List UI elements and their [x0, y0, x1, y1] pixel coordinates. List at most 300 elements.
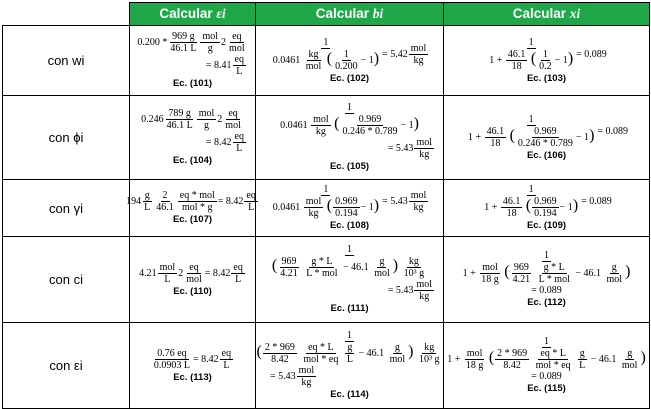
equation-number — [130, 79, 255, 89]
den — [461, 262, 633, 285]
den: L * mol — [306, 268, 338, 280]
num: mol — [159, 261, 176, 273]
num: 2 — [162, 190, 168, 202]
num: eq — [233, 261, 243, 273]
num: 0.969 — [534, 125, 557, 137]
eq-label: Ec. (113) — [173, 371, 212, 383]
header-text: Calcular — [159, 6, 217, 21]
term: 4.21 — [139, 267, 157, 279]
den: 0.194 — [335, 208, 358, 220]
term: − 1 — [360, 54, 374, 66]
den: kg — [419, 291, 430, 303]
num: g * L — [543, 262, 565, 274]
num: kg — [408, 256, 419, 268]
den: 0.2 — [539, 60, 552, 72]
num: eq — [234, 131, 244, 143]
fraction — [345, 342, 355, 365]
den — [255, 342, 445, 365]
row-label: con ϕi — [3, 96, 130, 180]
den: mol — [389, 354, 406, 366]
fraction — [516, 126, 575, 149]
num: 0.76 eq — [157, 347, 187, 359]
paren: ( — [504, 263, 510, 281]
num: 1 — [528, 184, 534, 196]
equation-number — [444, 298, 649, 308]
den: 0.246 * 0.789 — [517, 137, 573, 149]
den: L — [235, 273, 242, 285]
header-text: Calcular — [512, 6, 570, 21]
result — [444, 285, 649, 296]
term: 1 + — [467, 131, 482, 143]
formula — [444, 114, 649, 149]
fraction — [158, 262, 178, 285]
table-row-c — [3, 237, 650, 323]
den: 8.42 — [271, 354, 289, 366]
term: 0.200 * — [137, 37, 168, 49]
term: − 46.1 — [590, 354, 617, 366]
eq-label: Ec. (105) — [329, 161, 370, 173]
den: mol — [621, 360, 638, 372]
formula — [130, 108, 255, 131]
x-cell — [444, 323, 650, 409]
result — [256, 279, 443, 302]
num: 1 — [323, 184, 329, 196]
fraction — [152, 348, 192, 371]
den — [278, 114, 421, 137]
eq-label: Ec. (102) — [329, 72, 370, 84]
row-label: con εi — [3, 323, 130, 409]
formula — [130, 348, 255, 371]
paren: ( — [530, 49, 537, 67]
formula — [256, 330, 443, 365]
fraction — [501, 196, 523, 219]
num: g — [579, 348, 585, 360]
den: kg — [301, 377, 312, 389]
table-row-phi — [3, 96, 650, 180]
den: L — [144, 202, 151, 214]
den: kg — [413, 54, 424, 66]
den: 10³ g — [418, 354, 440, 366]
paren: ) — [373, 49, 380, 67]
result-value: = 5.42 — [382, 48, 408, 60]
den: g — [207, 43, 213, 55]
fraction — [577, 348, 587, 371]
num: 1 — [528, 113, 534, 125]
paren: ) — [413, 115, 419, 133]
equation-number — [444, 151, 649, 161]
fraction — [311, 114, 331, 137]
den: 0.194 — [534, 208, 557, 220]
den: 46.1 L — [166, 120, 193, 132]
term: − 1 — [360, 202, 374, 214]
fraction — [620, 348, 640, 371]
fraction — [165, 108, 195, 131]
result — [256, 365, 443, 388]
fraction — [278, 256, 300, 279]
den: 18 — [490, 137, 501, 149]
fraction — [534, 348, 573, 371]
equation-number — [444, 221, 649, 231]
term: 1 + — [484, 202, 498, 214]
formula — [444, 250, 649, 285]
fraction — [271, 184, 381, 219]
den — [271, 49, 381, 72]
den: kg — [308, 208, 319, 220]
term: 2 — [217, 114, 223, 126]
num: eq — [221, 347, 232, 359]
term: − 46.1 — [358, 348, 385, 360]
row-label: con wi — [3, 26, 130, 96]
term: 2 — [221, 37, 227, 49]
fraction — [482, 184, 580, 219]
result-value: = 0.089 — [531, 285, 562, 297]
eq-label: Ec. (109) — [526, 220, 567, 232]
paren: ( — [326, 197, 333, 215]
eq-label: Ec. (106) — [526, 149, 567, 161]
den: L — [223, 359, 230, 371]
paren: ( — [326, 49, 333, 67]
den: 18 — [511, 60, 522, 72]
fraction — [532, 196, 559, 219]
paren: ( — [525, 197, 532, 215]
fraction — [417, 342, 442, 365]
eq-label: Ec. (114) — [330, 389, 369, 401]
den: 4.21 — [280, 268, 298, 280]
term: 1 + — [489, 54, 503, 66]
x-cell — [444, 96, 650, 180]
fraction — [142, 190, 152, 213]
table-row-w — [3, 26, 650, 96]
num: 1 — [542, 48, 548, 60]
num: 969 — [281, 256, 297, 268]
header-var: bi — [372, 6, 384, 21]
header-text: Calcular — [315, 6, 373, 21]
fraction — [333, 49, 360, 72]
num: mol — [410, 42, 427, 54]
eq-label: Ec. (111) — [330, 303, 369, 315]
num: mol — [466, 348, 483, 360]
formula — [256, 244, 443, 279]
term: − 46.1 — [343, 262, 369, 274]
fraction — [168, 31, 198, 54]
paren: ) — [572, 197, 579, 215]
fraction — [154, 190, 176, 213]
fraction — [271, 37, 381, 72]
fraction — [372, 256, 392, 279]
eps-cell — [126, 180, 256, 237]
term: − 1 — [554, 54, 568, 66]
den: 0.0903 L — [153, 359, 190, 371]
equation-number — [256, 74, 443, 84]
eq-label: Ec. (110) — [173, 285, 212, 297]
fraction — [537, 262, 572, 285]
num: mol — [416, 137, 432, 149]
result — [256, 137, 443, 160]
num: mol — [298, 365, 315, 377]
den: L * mol — [538, 274, 570, 286]
fraction — [200, 31, 220, 54]
den — [466, 126, 596, 149]
fraction — [304, 49, 324, 72]
x-cell — [444, 180, 650, 237]
num: mol — [482, 262, 498, 274]
eps-cell — [130, 237, 256, 323]
num: g — [379, 256, 385, 268]
result-value: = 8.42 — [217, 196, 244, 208]
b-cell — [256, 237, 444, 323]
term: 2 — [178, 267, 184, 279]
fraction — [461, 250, 633, 285]
equation-number — [444, 74, 649, 84]
paren: ) — [392, 257, 399, 275]
formula — [444, 37, 649, 72]
fraction — [231, 262, 244, 285]
num: 46.1 — [486, 125, 505, 137]
fraction — [197, 108, 217, 131]
result-value: = 0.089 — [576, 48, 607, 60]
den: kg — [413, 202, 424, 214]
den — [482, 196, 580, 219]
header-calcular-b — [256, 3, 444, 26]
den: mol — [225, 120, 241, 132]
den — [445, 348, 648, 371]
equation-number — [256, 390, 443, 400]
num: 1 — [543, 336, 549, 348]
eq-label: Ec. (101) — [172, 78, 213, 90]
num: 46.1 — [507, 48, 526, 60]
term: 0.0461 — [272, 202, 301, 214]
num: 969 — [513, 262, 529, 274]
fraction — [495, 348, 529, 371]
eq-label: Ec. (104) — [172, 155, 213, 167]
fraction — [223, 108, 243, 131]
result-value: = 0.089 — [597, 125, 629, 137]
fraction — [414, 137, 434, 160]
num: mol — [410, 190, 427, 202]
table-row-epsilon — [3, 323, 650, 409]
paren: ) — [567, 49, 574, 67]
paren: ( — [256, 343, 262, 361]
fraction — [409, 43, 429, 66]
result-value: = 8.42 — [205, 137, 232, 149]
term: − 1 — [400, 120, 414, 132]
paren: ) — [373, 197, 380, 215]
den: mol * g — [181, 202, 213, 214]
equation-number — [256, 221, 443, 231]
den: 4.21 — [512, 274, 531, 286]
den: mol — [229, 43, 245, 55]
den: mol — [186, 273, 202, 285]
fraction — [220, 348, 233, 371]
eq-label: Ec. (103) — [526, 72, 567, 84]
formula — [256, 37, 443, 72]
fraction — [402, 256, 427, 279]
num: 0.969 — [358, 114, 382, 126]
num: g — [144, 190, 150, 202]
num: 46.1 — [502, 196, 521, 208]
num: 969 g — [172, 31, 195, 43]
header-var: xi — [569, 6, 581, 21]
fraction — [414, 279, 434, 302]
formula — [444, 184, 649, 219]
equation-number — [130, 373, 255, 383]
fraction — [233, 54, 246, 77]
num: eq — [228, 108, 238, 120]
den — [271, 196, 381, 219]
fraction — [466, 114, 596, 149]
num: 0.969 — [335, 196, 358, 208]
num: 1 — [347, 244, 352, 256]
num: g — [394, 342, 400, 354]
b-cell — [256, 323, 444, 409]
b-cell — [256, 26, 444, 96]
num: eq * L — [308, 342, 334, 354]
num: kg — [424, 342, 435, 354]
den: mol * eq — [303, 354, 339, 366]
fraction — [270, 244, 429, 279]
result-value: = 5.43 — [270, 371, 296, 383]
num: mol — [305, 196, 322, 208]
den: L — [236, 66, 243, 78]
b-cell — [256, 180, 444, 237]
fraction — [304, 256, 339, 279]
den: L — [346, 354, 353, 366]
equation-table — [2, 2, 650, 409]
num: 789 g — [168, 108, 191, 120]
fraction — [278, 102, 421, 137]
num: eq — [232, 31, 242, 43]
num: eq — [189, 261, 199, 273]
paren: ( — [271, 257, 278, 275]
paren: ) — [625, 263, 631, 281]
num: mol — [198, 108, 215, 120]
den: 18 g — [465, 360, 484, 372]
den — [270, 256, 429, 279]
fraction — [340, 114, 399, 137]
num: mol — [313, 114, 329, 126]
num: 1 — [346, 102, 352, 114]
paren: ) — [589, 126, 595, 144]
equation-number — [256, 304, 443, 314]
fraction — [304, 196, 324, 219]
num: mol — [202, 31, 219, 43]
fraction — [487, 37, 575, 72]
result-value: = 5.43 — [387, 285, 414, 297]
result-value: = 5.43 — [382, 196, 408, 208]
term: − 1 — [559, 202, 573, 214]
eps-cell — [130, 96, 256, 180]
num: 1 — [343, 48, 349, 60]
result-value: = 8.41 — [205, 60, 232, 72]
formula — [256, 102, 443, 137]
result-value: = 8.42 — [204, 267, 231, 279]
term: − 46.1 — [575, 268, 601, 280]
den: g — [204, 120, 210, 132]
result — [444, 371, 649, 382]
term: 1 + — [447, 354, 461, 366]
fraction — [255, 330, 445, 365]
num: g — [611, 262, 617, 274]
eq-label: Ec. (107) — [172, 214, 213, 226]
formula — [444, 336, 649, 371]
eps-cell — [130, 26, 256, 96]
table-row-gamma — [3, 180, 650, 237]
fraction — [537, 49, 554, 72]
formula — [130, 31, 255, 54]
den: 18 g — [481, 274, 499, 286]
fraction — [233, 131, 246, 154]
formula — [256, 184, 443, 219]
num: eq — [246, 190, 256, 202]
x-cell — [444, 237, 650, 323]
num: eq * L — [540, 348, 566, 360]
paren: ) — [408, 343, 414, 361]
den: 0.246 * 0.789 — [342, 126, 398, 138]
num: kg — [308, 48, 319, 60]
fraction — [333, 196, 360, 219]
den: mol — [606, 274, 623, 286]
num: 2 * 969 — [497, 348, 528, 360]
eq-label: Ec. (115) — [527, 383, 566, 395]
num: 0.969 — [534, 196, 557, 208]
paren: ( — [509, 126, 515, 144]
equation-number — [130, 156, 255, 166]
term: 194 — [126, 196, 142, 208]
paren: ( — [488, 349, 495, 367]
term: 0.0461 — [272, 54, 301, 66]
num: 1 — [528, 36, 534, 48]
den: 46.1 L — [170, 43, 197, 55]
num: 2 * 969 — [264, 342, 295, 354]
den: kg — [315, 126, 326, 138]
result — [130, 54, 255, 77]
term: − 1 — [575, 131, 590, 143]
result-value: = 0.089 — [581, 196, 612, 208]
num: eq — [234, 54, 244, 66]
den: L — [164, 273, 171, 285]
fraction — [263, 342, 297, 365]
header-row — [3, 3, 650, 26]
equation-number — [130, 215, 255, 225]
num: mol — [416, 279, 432, 291]
paren: ( — [334, 115, 340, 133]
eq-label: Ec. (108) — [329, 220, 370, 232]
den: 18 — [506, 208, 517, 220]
fraction — [301, 342, 340, 365]
row-label: con ci — [3, 237, 130, 323]
row-label: con γi — [3, 180, 130, 237]
header-calcular-epsilon — [130, 3, 256, 26]
result-value: = 8.42 — [193, 353, 219, 365]
eps-cell — [130, 323, 256, 409]
term: 0.246 — [141, 114, 164, 126]
result-value: = 0.089 — [531, 371, 562, 383]
fraction — [178, 190, 217, 213]
b-cell — [256, 96, 444, 180]
fraction — [506, 49, 528, 72]
num: g * L — [311, 256, 333, 268]
x-cell — [444, 26, 650, 96]
formula — [130, 262, 255, 285]
den: kg — [419, 149, 430, 161]
fraction — [184, 262, 204, 285]
fraction — [244, 190, 257, 213]
fraction — [511, 262, 533, 285]
num: 1 — [323, 36, 329, 48]
header-calcular-x — [444, 3, 650, 26]
den: L — [236, 143, 243, 155]
den: mol — [305, 60, 322, 72]
